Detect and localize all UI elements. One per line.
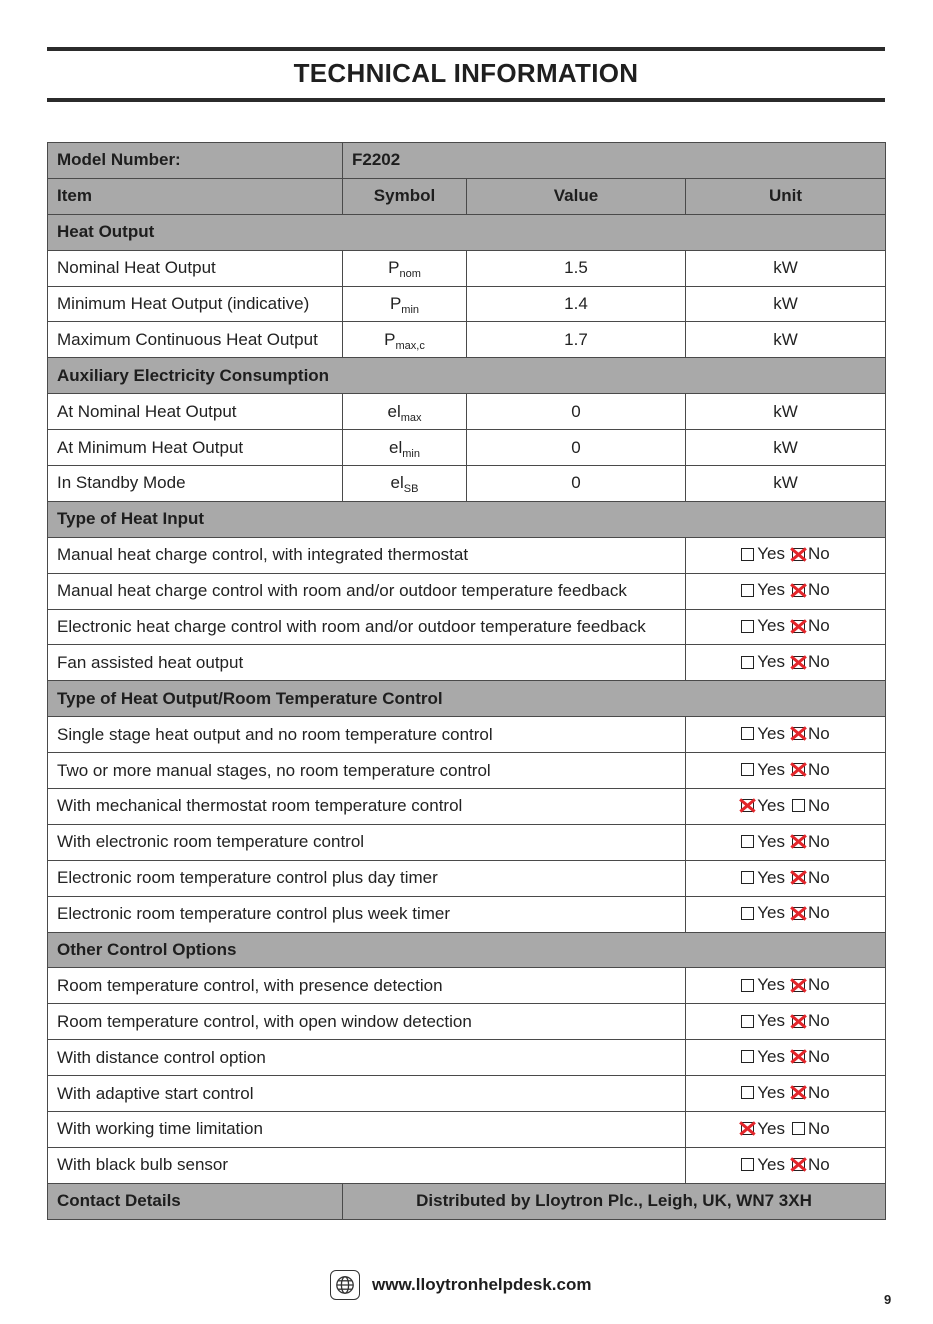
value-cell: 1.5 bbox=[467, 250, 686, 286]
item-label: At Nominal Heat Output bbox=[48, 394, 343, 430]
yes-label: Yes bbox=[757, 544, 786, 564]
symbol-base: el bbox=[390, 473, 404, 493]
heat-output-rows bbox=[48, 250, 886, 358]
value-cell: 0 bbox=[467, 394, 686, 430]
top-rule bbox=[47, 47, 885, 51]
no-label: No bbox=[808, 1082, 830, 1102]
checkbox-crossed-icon[interactable] bbox=[741, 1122, 754, 1135]
symbol-base: el bbox=[387, 401, 401, 421]
checkbox-crossed-icon[interactable] bbox=[792, 763, 805, 776]
yes-no-options bbox=[686, 1047, 885, 1067]
model-label: Model Number: bbox=[48, 143, 343, 179]
aux-row bbox=[48, 394, 886, 430]
yes-label: Yes bbox=[757, 723, 786, 743]
room-control-row bbox=[48, 753, 886, 789]
room-control-row bbox=[48, 860, 886, 896]
model-row bbox=[48, 143, 886, 179]
model-value: F2202 bbox=[343, 143, 886, 179]
yes-label: Yes bbox=[757, 975, 786, 995]
yes-no-options bbox=[686, 544, 885, 564]
yes-label: Yes bbox=[757, 1154, 786, 1174]
yes-label: Yes bbox=[757, 1046, 786, 1066]
yes-label: Yes bbox=[757, 1118, 786, 1138]
yes-no-options bbox=[686, 760, 885, 780]
yes-no-cell bbox=[686, 1112, 886, 1148]
symbol-base: P bbox=[389, 294, 402, 313]
section-title: Type of Heat Output/Room Temperature Control bbox=[48, 681, 886, 717]
symbol-cell bbox=[343, 322, 467, 358]
no-label: No bbox=[808, 580, 830, 600]
no-label: No bbox=[808, 831, 830, 851]
no-label: No bbox=[808, 1011, 830, 1031]
item-label: With mechanical thermostat room temperature control bbox=[48, 789, 686, 825]
item-label: With adaptive start control bbox=[48, 1076, 686, 1112]
header-value: Value bbox=[467, 178, 686, 214]
no-label: No bbox=[808, 795, 830, 815]
checkbox-crossed-icon[interactable] bbox=[792, 548, 805, 561]
no-label: No bbox=[808, 1046, 830, 1066]
unit-cell: kW bbox=[686, 286, 886, 322]
yes-no-options bbox=[686, 1119, 885, 1139]
checkbox-empty-icon[interactable] bbox=[741, 835, 754, 848]
symbol-cell bbox=[343, 430, 467, 466]
heat-output-row bbox=[48, 286, 886, 322]
symbol-cell bbox=[343, 466, 467, 502]
heat-input-row bbox=[48, 645, 886, 681]
other-control-row bbox=[48, 1040, 886, 1076]
room-control-row bbox=[48, 717, 886, 753]
checkbox-empty-icon[interactable] bbox=[792, 1122, 805, 1135]
checkbox-crossed-icon[interactable] bbox=[792, 871, 805, 884]
unit-cell: kW bbox=[686, 430, 886, 466]
yes-no-options bbox=[686, 724, 885, 744]
no-label: No bbox=[808, 723, 830, 743]
checkbox-empty-icon[interactable] bbox=[741, 620, 754, 633]
yes-label: Yes bbox=[757, 867, 786, 887]
section-title: Heat Output bbox=[48, 214, 886, 250]
no-label: No bbox=[808, 903, 830, 923]
other-control-row bbox=[48, 1076, 886, 1112]
checkbox-empty-icon[interactable] bbox=[741, 727, 754, 740]
header-symbol: Symbol bbox=[343, 178, 467, 214]
other-control-row bbox=[48, 968, 886, 1004]
item-label: Nominal Heat Output bbox=[48, 250, 343, 286]
symbol-subscript: min bbox=[401, 304, 420, 316]
checkbox-empty-icon[interactable] bbox=[741, 763, 754, 776]
yes-no-options bbox=[686, 796, 885, 816]
item-label: Electronic heat charge control with room and/or outdoor temperature feedback bbox=[48, 609, 686, 645]
yes-no-cell bbox=[686, 753, 886, 789]
item-label: Minimum Heat Output (indicative) bbox=[48, 286, 343, 322]
unit-cell: kW bbox=[686, 466, 886, 502]
checkbox-empty-icon[interactable] bbox=[741, 1086, 754, 1099]
heat-input-row bbox=[48, 537, 886, 573]
room-control-row bbox=[48, 789, 886, 825]
item-label: Single stage heat output and no room temperature control bbox=[48, 717, 686, 753]
checkbox-empty-icon[interactable] bbox=[741, 656, 754, 669]
yes-label: Yes bbox=[757, 759, 786, 779]
no-label: No bbox=[808, 1154, 830, 1174]
checkbox-crossed-icon[interactable] bbox=[792, 584, 805, 597]
checkbox-empty-icon[interactable] bbox=[741, 907, 754, 920]
no-label: No bbox=[808, 544, 830, 564]
checkbox-crossed-icon[interactable] bbox=[792, 979, 805, 992]
no-label: No bbox=[808, 759, 830, 779]
yes-no-options bbox=[686, 868, 885, 888]
yes-no-cell bbox=[686, 824, 886, 860]
other-control-row bbox=[48, 1112, 886, 1148]
yes-no-options bbox=[686, 652, 885, 672]
item-label: In Standby Mode bbox=[48, 466, 343, 502]
yes-label: Yes bbox=[757, 1011, 786, 1031]
yes-no-cell bbox=[686, 968, 886, 1004]
unit-cell: kW bbox=[686, 394, 886, 430]
yes-label: Yes bbox=[757, 795, 786, 815]
checkbox-empty-icon[interactable] bbox=[741, 1050, 754, 1063]
yes-no-cell bbox=[686, 609, 886, 645]
yes-label: Yes bbox=[757, 652, 786, 672]
checkbox-empty-icon[interactable] bbox=[741, 1015, 754, 1028]
item-label: With electronic room temperature control bbox=[48, 824, 686, 860]
checkbox-crossed-icon[interactable] bbox=[792, 1015, 805, 1028]
yes-no-cell bbox=[686, 1076, 886, 1112]
yes-label: Yes bbox=[757, 616, 786, 636]
symbol-subscript: max,c bbox=[395, 339, 425, 352]
yes-no-options bbox=[686, 1011, 885, 1031]
aux-row bbox=[48, 430, 886, 466]
title-underline bbox=[47, 98, 885, 102]
checkbox-crossed-icon[interactable] bbox=[792, 1050, 805, 1063]
yes-no-cell bbox=[686, 896, 886, 932]
item-label: Manual heat charge control, with integrated thermostat bbox=[48, 537, 686, 573]
yes-no-cell bbox=[686, 1004, 886, 1040]
heat-output-row bbox=[48, 250, 886, 286]
checkbox-crossed-icon[interactable] bbox=[792, 727, 805, 740]
yes-no-options bbox=[686, 1155, 885, 1175]
yes-no-cell bbox=[686, 645, 886, 681]
value-cell: 0 bbox=[467, 430, 686, 466]
unit-cell: kW bbox=[686, 250, 886, 286]
symbol-subscript: max bbox=[400, 411, 422, 424]
checkbox-empty-icon[interactable] bbox=[741, 871, 754, 884]
globe-icon bbox=[330, 1270, 360, 1300]
no-label: No bbox=[808, 867, 830, 887]
yes-no-options bbox=[686, 975, 885, 995]
section-heat-input bbox=[48, 501, 886, 537]
yes-no-cell bbox=[686, 1040, 886, 1076]
section-heat-output bbox=[48, 214, 886, 250]
item-label: With working time limitation bbox=[48, 1112, 686, 1148]
room-control-rows bbox=[48, 717, 886, 932]
no-label: No bbox=[808, 1118, 830, 1138]
item-label: Fan assisted heat output bbox=[48, 645, 686, 681]
heat-input-row bbox=[48, 609, 886, 645]
symbol-subscript: SB bbox=[403, 483, 419, 496]
item-label: Maximum Continuous Heat Output bbox=[48, 322, 343, 358]
page-number: 9 bbox=[884, 1292, 892, 1307]
section-title: Type of Heat Input bbox=[48, 501, 886, 537]
checkbox-crossed-icon[interactable] bbox=[741, 799, 754, 812]
no-label: No bbox=[808, 616, 830, 636]
item-label: Two or more manual stages, no room temperature control bbox=[48, 753, 686, 789]
footer bbox=[330, 1268, 591, 1302]
section-aux bbox=[48, 358, 886, 394]
checkbox-empty-icon[interactable] bbox=[741, 548, 754, 561]
other-control-row bbox=[48, 1004, 886, 1040]
heat-output-row bbox=[48, 322, 886, 358]
symbol-subscript: min bbox=[402, 447, 420, 460]
symbol-base: P bbox=[388, 258, 400, 278]
symbol-cell bbox=[343, 286, 467, 322]
value-cell: 1.7 bbox=[467, 322, 686, 358]
heat-input-rows bbox=[48, 537, 886, 681]
yes-label: Yes bbox=[757, 580, 786, 600]
section-other bbox=[48, 932, 886, 968]
item-label: Electronic room temperature control plus day timer bbox=[48, 860, 686, 896]
other-rows bbox=[48, 968, 886, 1183]
checkbox-empty-icon[interactable] bbox=[741, 584, 754, 597]
header-unit: Unit bbox=[686, 178, 886, 214]
yes-no-cell bbox=[686, 1147, 886, 1183]
item-label: With distance control option bbox=[48, 1040, 686, 1076]
yes-no-options bbox=[686, 580, 885, 600]
checkbox-crossed-icon[interactable] bbox=[792, 835, 805, 848]
checkbox-empty-icon[interactable] bbox=[741, 1158, 754, 1171]
helpdesk-url[interactable]: www.lloytronhelpdesk.com bbox=[372, 1275, 592, 1294]
symbol-base: P bbox=[384, 329, 396, 349]
aux-row bbox=[48, 466, 886, 502]
yes-no-cell bbox=[686, 860, 886, 896]
item-label: Room temperature control, with presence detection bbox=[48, 968, 686, 1004]
checkbox-crossed-icon[interactable] bbox=[792, 1086, 805, 1099]
item-label: With black bulb sensor bbox=[48, 1147, 686, 1183]
no-label: No bbox=[808, 652, 830, 672]
section-title: Auxiliary Electricity Consumption bbox=[48, 358, 886, 394]
section-title: Other Control Options bbox=[48, 932, 886, 968]
yes-no-options bbox=[686, 616, 885, 636]
page-title: TECHNICAL INFORMATION bbox=[293, 58, 639, 88]
symbol-subscript: nom bbox=[399, 268, 421, 281]
item-label: At Minimum Heat Output bbox=[48, 430, 343, 466]
contact-label: Contact Details bbox=[48, 1183, 343, 1219]
item-label: Room temperature control, with open window detection bbox=[48, 1004, 686, 1040]
contact-value: Distributed by Lloytron Plc., Leigh, UK, WN7 3XH bbox=[343, 1183, 886, 1219]
yes-no-options bbox=[686, 832, 885, 852]
yes-label: Yes bbox=[757, 831, 786, 851]
yes-label: Yes bbox=[757, 903, 786, 923]
aux-rows bbox=[48, 394, 886, 502]
heat-input-row bbox=[48, 573, 886, 609]
checkbox-crossed-icon[interactable] bbox=[792, 1158, 805, 1171]
checkbox-crossed-icon[interactable] bbox=[792, 656, 805, 669]
symbol-cell bbox=[343, 394, 467, 430]
value-cell: 0 bbox=[467, 466, 686, 502]
room-control-row bbox=[48, 896, 886, 932]
yes-no-options bbox=[686, 1083, 885, 1103]
header-item: Item bbox=[48, 178, 343, 214]
yes-no-options bbox=[686, 903, 885, 923]
header-row bbox=[48, 178, 886, 214]
item-label: Electronic room temperature control plus week timer bbox=[48, 896, 686, 932]
contact-row bbox=[48, 1183, 886, 1219]
value-cell: 1.4 bbox=[467, 286, 686, 322]
item-label: Manual heat charge control with room and/or outdoor temperature feedback bbox=[48, 573, 686, 609]
other-control-row bbox=[48, 1147, 886, 1183]
yes-no-cell bbox=[686, 573, 886, 609]
checkbox-empty-icon[interactable] bbox=[792, 799, 805, 812]
symbol-base: el bbox=[389, 437, 403, 457]
symbol-cell bbox=[343, 250, 467, 286]
yes-no-cell bbox=[686, 789, 886, 825]
yes-label: Yes bbox=[757, 1082, 786, 1102]
no-label: No bbox=[808, 975, 830, 995]
yes-no-cell bbox=[686, 717, 886, 753]
room-control-row bbox=[48, 824, 886, 860]
checkbox-crossed-icon[interactable] bbox=[792, 907, 805, 920]
section-room-control bbox=[48, 681, 886, 717]
checkbox-empty-icon[interactable] bbox=[741, 979, 754, 992]
unit-cell: kW bbox=[686, 322, 886, 358]
checkbox-crossed-icon[interactable] bbox=[792, 620, 805, 633]
yes-no-cell bbox=[686, 537, 886, 573]
technical-info-table bbox=[47, 142, 886, 1220]
